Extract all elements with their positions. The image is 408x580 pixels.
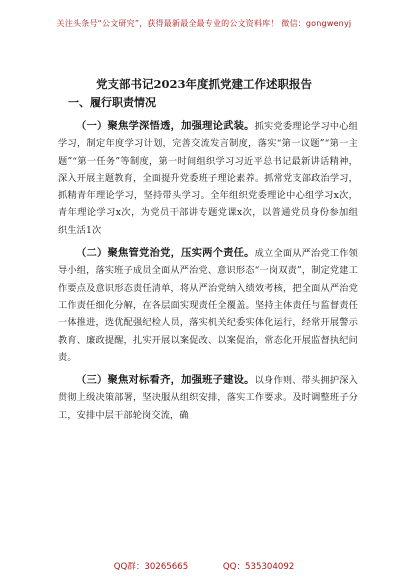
footer-contact xyxy=(0,560,408,572)
paragraph-2 xyxy=(58,245,358,366)
footer-qq-group: QQ群：30265665 xyxy=(113,562,189,572)
footer-qq: QQ：535304092 xyxy=(222,562,295,572)
paragraph-lead: （三）聚焦对标看齐，加强班子建设。 xyxy=(76,374,255,387)
paragraph-text: 成立全面从严治党工作领导小组，落实班子成员全面从严治党、意识形态“一岗双责”，制定党建工作要点及意识形态责任清单，将从严治党纳入绩效考核，把全面从严治党工作责任细化分解，在各层面实现责任全覆盖。坚持主体责任与监督责任一体推进，选优配强纪检人员，落实机关纪委实体化运行，经常开展警示教育、廉政提醒，扎实开展以案促改、以案促治，常态化开展监督执纪问责。 xyxy=(58,248,358,363)
paragraph-text: 以身作则、带头拥护深入贯彻上级决策部署，坚决服从组织安排，落实工作要求。及时调整班子分工，安排中层干部轮岗交流，确 xyxy=(58,375,358,421)
document-title: 党支部书记2023年度抓党建工作述职报告 xyxy=(95,77,312,91)
section-heading: 一、履行职责情况 xyxy=(68,96,156,109)
document-body xyxy=(58,96,358,430)
top-banner: 关注头条号“公文研究”，获得最新最全最专业的公文资料库！ 微信：gongwenyj xyxy=(56,19,352,28)
paragraph-1 xyxy=(58,118,358,239)
paragraph-lead: （二）聚焦管党治党，压实两个责任。 xyxy=(76,247,255,260)
paragraph-text: 抓实党委理论学习中心组学习，制定年度学习计划，完善交流发言制度，落实“第一议题”“第一主题”“第一任务”等制度，第一时间组织学习习近平总书记最新讲话精神，深入开展主题教育，全面提升党委班子理论素养。抓常党支部政治学习，抓精青年理论学习，坚持带头学习。全年组织党委理论中心组学习x次，青年理论学习x次，为党员干部讲专题党课x次，以普通党员身份参加组织生活1次 xyxy=(58,121,358,236)
paragraph-lead: （一）聚焦学深悟透，加强理论武装。 xyxy=(76,120,255,132)
paragraph-3 xyxy=(58,372,358,424)
